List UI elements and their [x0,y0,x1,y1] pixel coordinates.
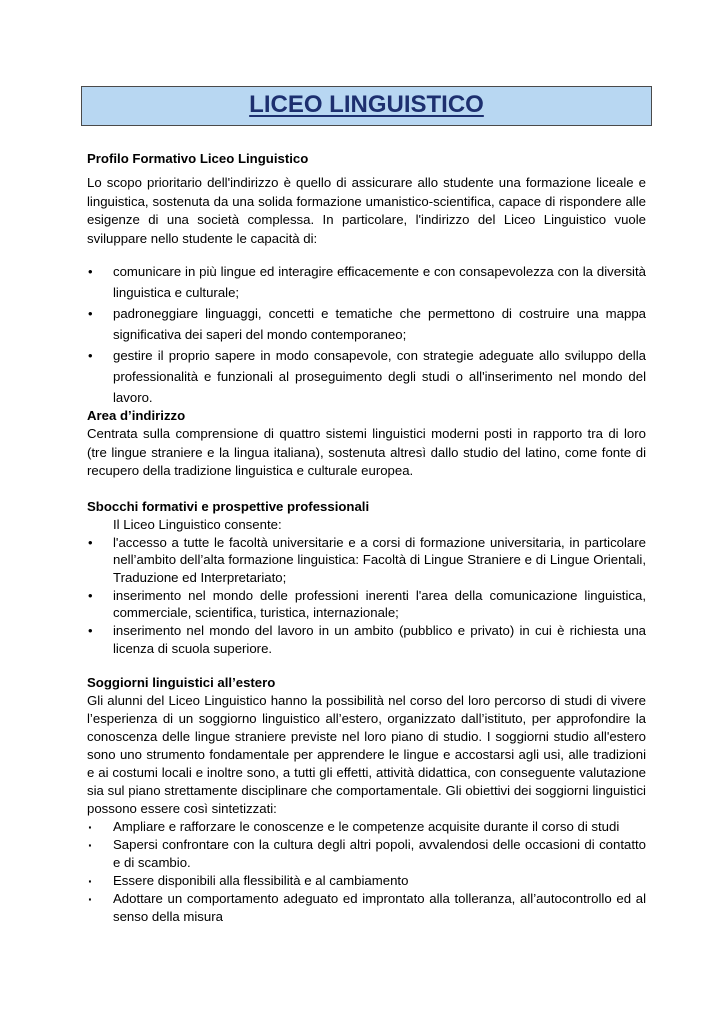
area-heading: Area d’indirizzo [87,408,186,423]
soggiorni-heading: Soggiorni linguistici all’estero [87,675,276,691]
profilo-intro: Lo scopo prioritario dell'indirizzo è quello di assicurare allo studente una formazione liceale e linguistica, sostenuta da una solida formazione umanistico-scientifica, capace di rispondere alle esigenze di una società complessa. In particolare, l'indirizzo del Liceo Linguistico vuole sviluppare nello studente le capacità di: [87,175,646,246]
list-item: • inserimento nel mondo del lavoro in un ambito (pubblico e privato) in cui è richiesta una licenza di scuola superiore. [87,622,646,657]
sbocchi-list [87,534,646,658]
page-title: LICEO LINGUISTICO [249,91,484,118]
area-text: Centrata sulla comprensione di quattro sistemi linguistici moderni posti in rapporto tra di loro (tre lingue straniere e la lingua italiana), sostenuta altresì dallo studio del latino, come fonte di recupero della tradizione linguistica e culturale europea. [87,426,646,478]
soggiorni-list [87,818,646,926]
sbocchi-heading: Sbocchi formativi e prospettive professionali [87,498,370,514]
list-item: • padroneggiare linguaggi, concetti e tematiche che permettono di costruire una mappa significativa dei saperi del mondo contemporaneo; [87,303,646,345]
sbocchi-intro: Il Liceo Linguistico consente: [113,516,282,532]
list-item: • gestire il proprio sapere in modo consapevole, con strategie adeguate allo sviluppo della professionalità e funzionali al proseguimento degli studi o all'inserimento nel mondo del lavoro. [87,345,646,408]
soggiorni-text: Gli alunni del Liceo Linguistico hanno la possibilità nel corso del loro percorso di studi di vivere l’esperienza di un soggiorno linguistico all’estero, organizzato dall’istituto, per approfondire la conoscenza delle lingue straniere previste nel loro piano di studio. I soggiorni studio all'estero sono uno strumento fondamentale per apprendere le lingue e accostarsi agli usi, alle tradizioni e ai costumi locali e inoltre sono, a tutti gli effetti, attività didattica, con conseguente valutazione sia sul piano strettamente disciplinare che comportamentale. Gli obiettivi dei soggiorni linguistici possono essere così sintetizzati: [87,693,646,816]
list-item: • inserimento nel mondo delle professioni inerenti l'area della comunicazione linguistica, commerciale, scientifica, turistica, internazionale; [87,587,646,622]
profilo-list [87,261,646,408]
document-body [87,150,646,926]
list-item: · Essere disponibili alla flessibilità e al cambiamento [87,872,646,890]
list-item: · Sapersi confrontare con la cultura degli altri popoli, avvalendosi delle occasioni di contatto e di scambio. [87,836,646,872]
list-item: · Adottare un comportamento adeguato ed improntato alla tolleranza, all’autocontrollo ed al senso della misura [87,890,646,926]
profilo-heading: Profilo Formativo Liceo Linguistico [87,151,309,166]
title-banner [81,86,652,126]
list-item: • l'accesso a tutte le facoltà universitarie e a corsi di formazione universitaria, in particolare nell’ambito dell’alta formazione linguistica: Facoltà di Lingue Straniere e di Lingue Orientali, Traduzione ed Interpretariato; [87,534,646,587]
list-item: · Ampliare e rafforzare le conoscenze e le competenze acquisite durante il corso di studi [87,818,646,836]
list-item: • comunicare in più lingue ed interagire efficacemente e con consapevolezza con la diversità linguistica e culturale; [87,261,646,303]
